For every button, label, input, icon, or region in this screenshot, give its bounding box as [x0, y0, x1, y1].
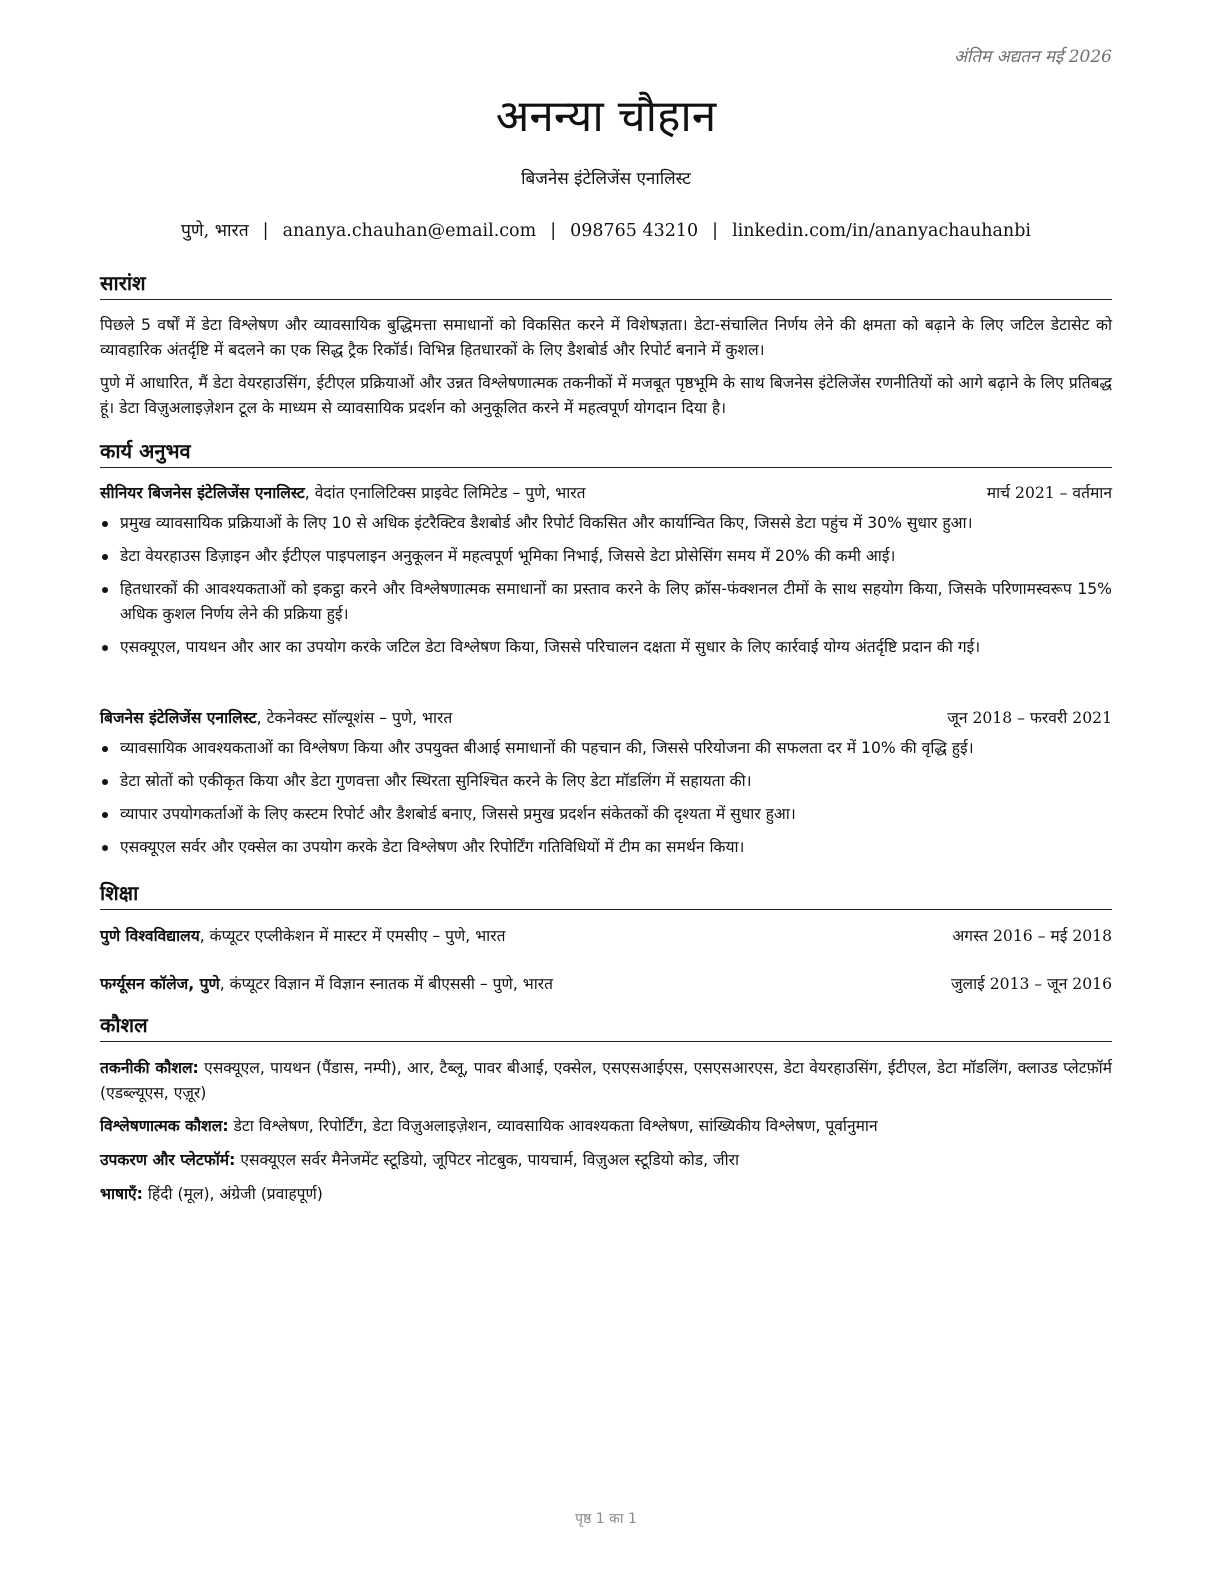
summary-paragraph: पिछले 5 वर्षों में डेटा विश्लेषण और व्यावसायिक बुद्धिमत्ता समाधानों को विकसित करने में विशेषज्ञता। डेटा-संचालित निर्णय लेने की क्षमता को बढ़ाने के लिए जटिल डेटासेट को व्यावहारिक अंतर्दृष्टि में बदलने का एक सिद्ध ट्रैक रिकॉर्ड। विभिन्न हितधारकों के लिए डैशबोर्ड और रिपोर्ट बनाने में कुशल।: [100, 316, 1112, 359]
last-updated: अंतिम अद्यतन मई 2026: [953, 47, 1112, 67]
skill-value: हिंदी (मूल), अंग्रेजी (प्रवाहपूर्ण): [142, 1185, 323, 1203]
candidate-title: बिजनेस इंटेलिजेंस एनालिस्ट: [521, 169, 691, 189]
degree-detail: , कंप्यूटर विज्ञान में विज्ञान स्नातक में बीएससी – पुणे, भारत: [219, 975, 553, 993]
skill-value: डेटा विश्लेषण, रिपोर्टिंग, डेटा विज़ुअलाइज़ेशन, व्यावसायिक आवश्यकता विश्लेषण, सांख्यिकीय विश्लेषण, पूर्वानुमान: [228, 1117, 878, 1135]
contact-location: पुणे, भारत: [180, 221, 249, 241]
job-company: , वेदांत एनालिटिक्स प्राइवेट लिमिटेड – पुणे, भारत: [304, 484, 586, 502]
skill-label: विश्लेषणात्मक कौशल:: [100, 1117, 229, 1135]
job-title: बिजनेस इंटेलिजेंस एनालिस्ट: [100, 709, 257, 727]
skill-label: तकनीकी कौशल:: [100, 1059, 199, 1077]
skills-heading: कौशल: [100, 1012, 1112, 1042]
job-header: [100, 480, 1112, 506]
resume-page: [100, 0, 1112, 1584]
summary-paragraph: पुणे में आधारित, मैं डेटा वेयरहाउसिंग, ईटीएल प्रक्रियाओं और उन्नत विश्लेषणात्मक तकनीकों में मजबूत पृष्ठभूमि के साथ बिजनेस इंटेलिजेंस रणनीतियों को आगे बढ़ाने के लिए प्रतिबद्ध हूं। डेटा विज़ुअलाइज़ेशन टूल के माध्यम से व्यावसायिक प्रदर्शन को अनुकूलित करने में महत्वपूर्ण योगदान दिया है।: [100, 374, 1112, 417]
degree-detail: , कंप्यूटर एप्लीकेशन में मास्टर में एमसीए – पुणे, भारत: [199, 927, 506, 945]
contact-linkedin[interactable]: linkedin.com/in/ananyachauhanbi: [732, 221, 1031, 241]
job-dates: जून 2018 – फरवरी 2021: [947, 709, 1112, 727]
job-bullet: एसक्यूएल सर्वर और एक्सेल का उपयोग करके डेटा विश्लेषण और रिपोर्टिंग गतिविधियों में टीम का समर्थन किया।: [100, 835, 1112, 860]
contact-separator: |: [550, 221, 557, 241]
job-title: सीनियर बिजनेस इंटेलिजेंस एनालिस्ट: [100, 484, 305, 502]
school-name: फर्ग्यूसन कॉलेज, पुणे: [100, 975, 220, 993]
contact-phone: 098765 43210: [570, 221, 699, 241]
experience-heading: कार्य अनुभव: [100, 438, 1112, 468]
skill-label: उपकरण और प्लेटफॉर्म:: [100, 1151, 236, 1169]
education-dates: जुलाई 2013 – जून 2016: [950, 975, 1112, 993]
education-entry: [100, 971, 1112, 997]
candidate-name: अनन्या चौहान: [495, 91, 717, 142]
education-dates: अगस्त 2016 – मई 2018: [952, 927, 1112, 945]
job-bullet: हितधारकों की आवश्यकताओं को इकट्ठा करने और विश्लेषणात्मक समाधानों का प्रस्ताव करने के लिए क्रॉस-फंक्शनल टीमों के साथ सहयोग किया, जिसके परिणामस्वरूप 15% अधिक कुशल निर्णय लेने की प्रक्रिया हुई।: [100, 577, 1112, 627]
contact-line: [100, 218, 1112, 244]
education-entry: [100, 923, 1112, 949]
summary-heading: सारांश: [100, 270, 1112, 300]
skill-value: एसक्यूएल, पायथन (पैंडास, नम्पी), आर, टैब्लू, पावर बीआई, एक्सेल, एसएसआईएस, एसएसआरएस, डेटा वेयरहाउसिंग, ईटीएल, डेटा मॉडलिंग, क्लाउड प्लेटफ़ॉर्म (एडब्ल्यूएस, एज़ूर): [100, 1059, 1112, 1102]
contact-separator: |: [262, 221, 269, 241]
job-bullet: व्यावसायिक आवश्यकताओं का विश्लेषण किया और उपयुक्त बीआई समाधानों की पहचान की, जिससे परियोजना की सफलता दर में 10% की वृद्धि हुई।: [100, 736, 1112, 761]
job-bullet: व्यापार उपयोगकर्ताओं के लिए कस्टम रिपोर्ट और डैशबोर्ड बनाए, जिससे प्रमुख प्रदर्शन संकेतकों की दृश्यता में सुधार हुआ।: [100, 802, 1112, 827]
job-bullet: डेटा वेयरहाउस डिज़ाइन और ईटीएल पाइपलाइन अनुकूलन में महत्वपूर्ण भूमिका निभाई, जिससे डेटा प्रोसेसिंग समय में 20% की कमी आई।: [100, 544, 1112, 569]
job-bullets: [100, 736, 1112, 868]
skill-line: [100, 1148, 1112, 1173]
contact-email[interactable]: ananya.chauhan@email.com: [282, 221, 537, 241]
school-name: पुणे विश्वविद्यालय: [100, 927, 200, 945]
contact-separator: |: [712, 221, 719, 241]
skill-label: भाषाएँ:: [100, 1185, 143, 1203]
job-bullet: एसक्यूएल, पायथन और आर का उपयोग करके जटिल डेटा विश्लेषण किया, जिससे परिचालन दक्षता में सुधार के लिए कार्रवाई योग्य अंतर्दृष्टि प्रदान की गई।: [100, 635, 1112, 660]
skill-line: [100, 1182, 1112, 1207]
job-dates: मार्च 2021 – वर्तमान: [986, 484, 1112, 502]
skill-line: [100, 1056, 1112, 1106]
page-number: पृष्ठ 1 का 1: [575, 1511, 637, 1527]
skill-line: [100, 1114, 1112, 1139]
job-bullet: प्रमुख व्यावसायिक प्रक्रियाओं के लिए 10 से अधिक इंटरैक्टिव डैशबोर्ड और रिपोर्ट विकसित और कार्यान्वित किए, जिससे डेटा पहुंच में 30% सुधार हुआ।: [100, 511, 1112, 536]
education-heading: शिक्षा: [100, 880, 1112, 910]
job-bullets: [100, 511, 1112, 668]
skill-value: एसक्यूएल सर्वर मैनेजमेंट स्टूडियो, जूपिटर नोटबुक, पायचार्म, विज़ुअल स्टूडियो कोड, जीरा: [235, 1151, 740, 1169]
job-header: [100, 705, 1112, 731]
job-company: , टेकनेक्स्ट सॉल्यूशंस – पुणे, भारत: [256, 709, 453, 727]
job-bullet: डेटा स्रोतों को एकीकृत किया और डेटा गुणवत्ता और स्थिरता सुनिश्चित करने के लिए डेटा मॉडलिंग में सहायता की।: [100, 769, 1112, 794]
